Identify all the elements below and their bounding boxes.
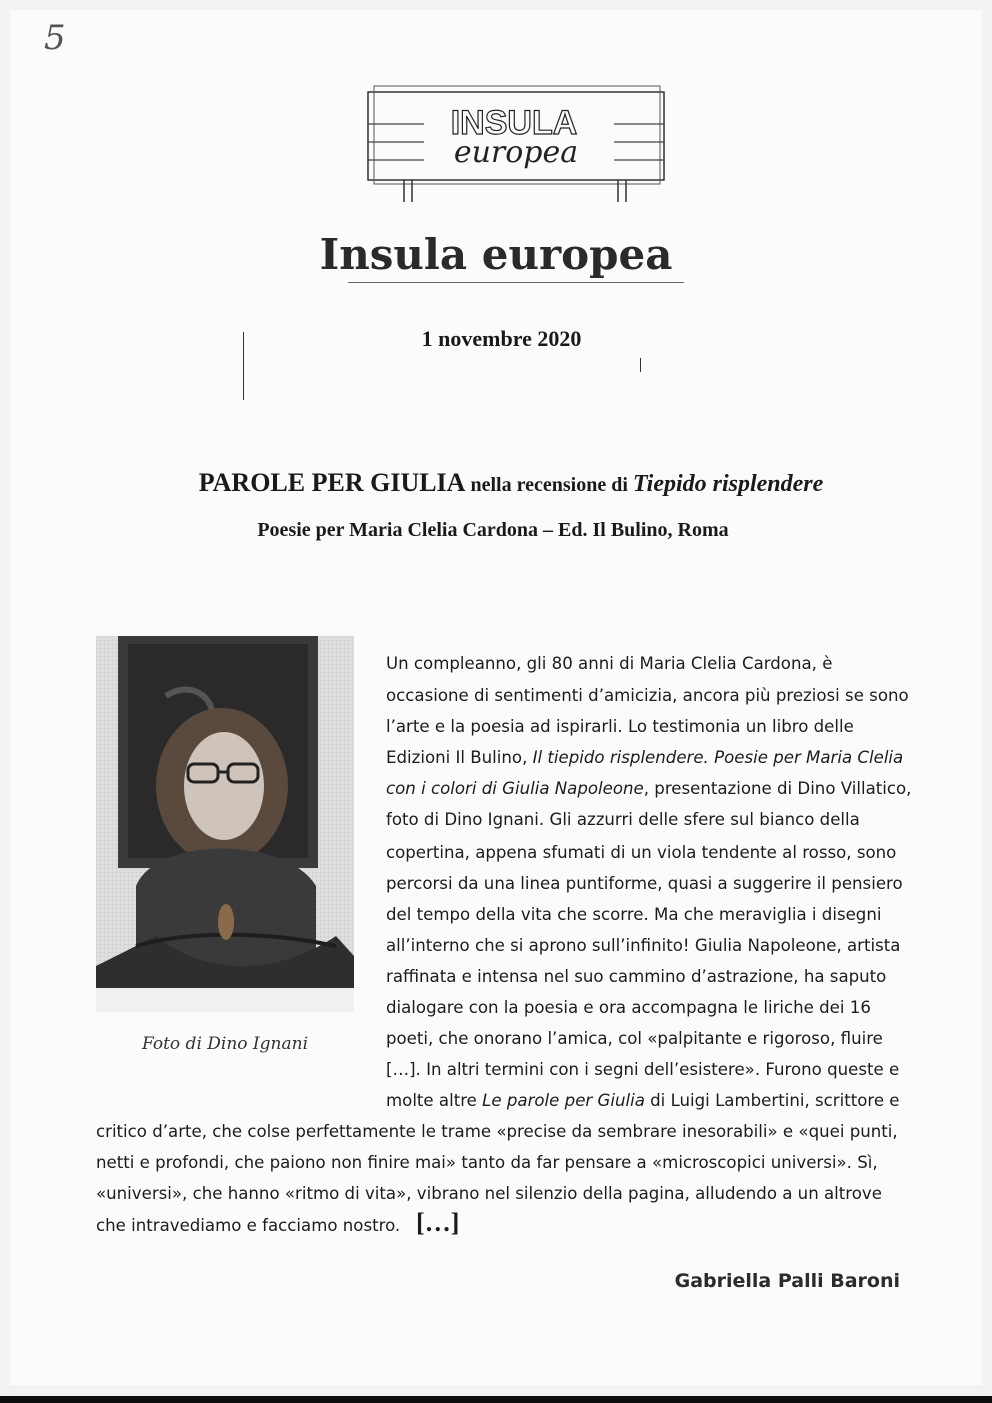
article-line — [386, 1091, 900, 1110]
article-subhead: Poesie per Maria Clelia Cardona – Ed. Il Bulino, Roma — [257, 519, 729, 541]
article-text: che intravediamo e facciamo nostro. — [96, 1216, 401, 1235]
article-headline — [0, 468, 992, 498]
article-line — [96, 1208, 459, 1238]
title-underline — [348, 282, 684, 283]
article-author: Gabriella Palli Baroni — [674, 1270, 900, 1292]
read-more-marker: […] — [416, 1208, 460, 1237]
article-line: del tempo della vita che scorre. Ma che meraviglia i disegni — [386, 905, 882, 924]
article-line: occasione di sentimenti d’amicizia, ancora più preziosi se sono — [386, 686, 909, 705]
insula-europea-logo — [364, 84, 670, 204]
headline-book-title: Tiepido risplendere — [632, 471, 824, 497]
scan-bottom-border — [0, 1396, 992, 1403]
article-line: all’interno che si aprono sull’infinito! Giulia Napoleone, artista — [386, 936, 901, 955]
article-line: netti e profondi, che paiono non finire mai» tanto da far pensare a «microscopici universi». Sì, — [96, 1153, 878, 1172]
article-text: molte altre — [386, 1091, 483, 1110]
article-line: l’arte e la poesia ad ispirarli. Lo testimonia un libro delle — [386, 717, 854, 736]
article-line: Un compleanno, gli 80 anni di Maria Clelia Cardona, è — [386, 654, 833, 673]
article-line: critico d’arte, che colse perfettamente le trame «precise da sembrare inesorabili» e «quei punti, — [96, 1122, 898, 1141]
article-line: percorsi da una linea puntiforme, quasi a suggerire il pensiero — [386, 874, 903, 893]
book-subtitle-italic: con i colori di Giulia Napoleone — [386, 779, 644, 798]
headline-main: PAROLE PER GIULIA — [198, 468, 466, 497]
article-line: dialogare con la poesia e ora accompagna le liriche dei 16 — [386, 998, 871, 1017]
author-portrait-photo — [96, 636, 354, 1012]
scan-mark — [640, 358, 641, 372]
scan-mark — [243, 332, 244, 400]
article-line: «universi», che hanno «ritmo di vita», vibrano nel silenzio della pagina, alludendo a un altrove — [96, 1184, 882, 1203]
article-text: Edizioni Il Bulino, — [386, 748, 533, 767]
headline-connector: nella recensione di — [465, 474, 633, 496]
publication-title: Insula europea — [319, 230, 673, 279]
article-line: raffinata e intensa nel suo cammino d’astrazione, ha saputo — [386, 967, 887, 986]
photo-caption: Foto di Dino Ignani — [141, 1034, 308, 1054]
article-text: di Luigi Lambertini, scrittore e — [644, 1091, 900, 1110]
publication-date: 1 novembre 2020 — [421, 326, 582, 351]
logo-line2: europea — [453, 135, 579, 170]
article-line — [386, 748, 903, 767]
article-line — [386, 779, 911, 798]
logo-line1: INSULA — [450, 104, 578, 142]
article-line: […]. In altri termini con i segni dell’esistere». Furono queste e — [386, 1060, 900, 1079]
article-line: copertina, appena sfumati di un viola tendente al rosso, sono — [386, 843, 897, 862]
article-line: foto di Dino Ignani. Gli azzurri delle sfere sul bianco della — [386, 810, 860, 829]
essay-title-italic: Le parole per Giulia — [482, 1091, 645, 1110]
article-line: poeti, che onorano l’amica, col «palpitante e rigoroso, fluire — [386, 1029, 883, 1048]
book-title-italic: Il tiepido risplendere. Poesie per Maria Clelia — [532, 748, 904, 767]
article-text: , presentazione di Dino Villatico, — [643, 779, 912, 798]
handwritten-page-number: 5 — [44, 18, 66, 58]
